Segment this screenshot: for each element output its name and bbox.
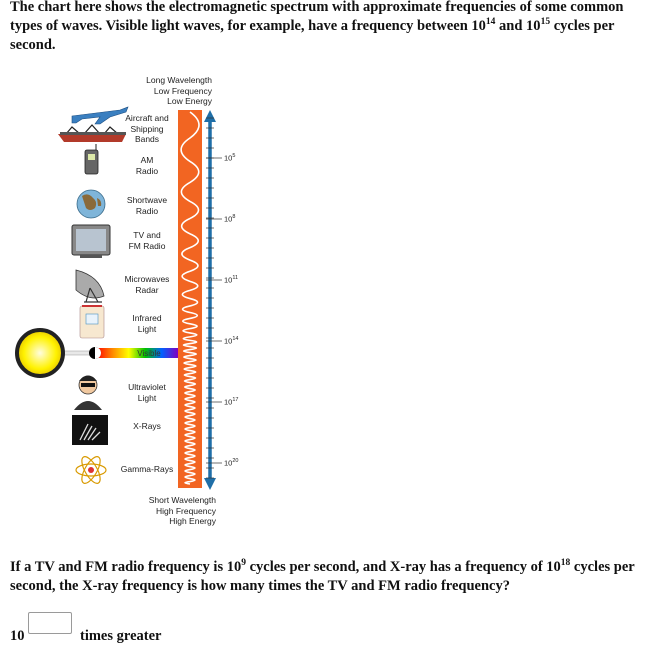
answer-base: 10 xyxy=(10,628,25,644)
band-label-line: AM xyxy=(140,155,154,165)
arrow-head-up xyxy=(204,110,216,122)
band-label-shortwave xyxy=(118,195,176,216)
band-label-line: X-Rays xyxy=(133,421,161,431)
tick-base: 10 xyxy=(224,214,233,224)
tick-label xyxy=(224,275,238,285)
band-label-line: Bands xyxy=(134,134,160,144)
bottom-label-line: High Frequency xyxy=(155,505,216,516)
tick-exponent: 20 xyxy=(232,458,239,464)
band-label-tv-fm xyxy=(118,230,176,251)
band-label-line: Infrared xyxy=(132,313,162,323)
top-label-line: Low Frequency xyxy=(153,85,212,96)
globe-icon xyxy=(77,190,105,218)
intro-part-1: The chart here shows the electromagnetic spectrum with approximate frequencies of some common types of waves. Visible light waves, for example, have a frequency between 10 xyxy=(10,0,624,34)
tick-label xyxy=(224,214,235,224)
band-label-line: Shortwave xyxy=(126,195,168,205)
band-label-line: Radio xyxy=(135,165,159,176)
tick-base: 10 xyxy=(224,458,233,468)
tv-icon xyxy=(72,225,110,258)
band-label-aircraft xyxy=(118,113,176,145)
question-exponent-1: 9 xyxy=(241,558,246,569)
tick-label xyxy=(224,153,235,163)
tick-base: 10 xyxy=(224,275,233,285)
intro-exponent-1: 14 xyxy=(485,17,496,28)
tick-exponent: 11 xyxy=(232,275,239,281)
tick-base: 10 xyxy=(224,336,233,346)
intro-part-2: and 10 xyxy=(495,18,541,34)
tick-exponent: 5 xyxy=(232,153,236,159)
intro-exponent-2: 15 xyxy=(540,17,551,28)
bottom-label-line: High Energy xyxy=(169,516,216,526)
tick-exponent: 17 xyxy=(232,397,239,403)
band-label-line: Ultraviolet xyxy=(128,382,166,392)
tick-label xyxy=(224,458,238,468)
bottom-label xyxy=(120,495,216,527)
top-label-line: Long Wavelength xyxy=(146,75,212,85)
band-label-line: Shipping xyxy=(130,123,164,134)
question-exponent-2: 18 xyxy=(560,558,571,569)
band-label-line: Aircraft and xyxy=(125,113,169,123)
band-label-infrared xyxy=(118,313,176,334)
radio-icon xyxy=(85,144,98,174)
arrow-head-down xyxy=(204,478,216,490)
band-label-ultraviolet xyxy=(118,382,176,403)
band-label-line: Light xyxy=(137,323,157,334)
sunglasses-person-icon xyxy=(74,376,102,411)
band-label-gamma xyxy=(118,464,176,475)
question-text xyxy=(10,558,655,596)
em-spectrum-diagram xyxy=(0,70,300,540)
tick-label xyxy=(224,336,238,346)
intro-part-3: cycles per second. xyxy=(10,18,615,53)
band-label-line: FM Radio xyxy=(128,240,166,251)
tick-exponent: 8 xyxy=(232,214,236,220)
band-label-line: Light xyxy=(137,392,157,403)
prism-icon xyxy=(89,347,101,359)
top-label-line: Low Energy xyxy=(167,96,212,106)
question-part-1: If a TV and FM radio frequency is 10 xyxy=(10,559,242,575)
band-label-line: Radio xyxy=(135,205,159,216)
band-label-visible xyxy=(124,349,174,360)
satellite-dish-icon xyxy=(76,270,104,302)
heat-lamp-icon xyxy=(80,306,104,338)
atom-icon xyxy=(76,454,106,486)
tick-base: 10 xyxy=(224,397,233,407)
bottom-label-line: Short Wavelength xyxy=(148,495,216,505)
tick-exponent: 14 xyxy=(232,336,239,342)
band-label-line: Visible xyxy=(137,349,161,358)
tick-label xyxy=(224,397,238,407)
question-part-2: cycles per second, and X-ray has a frequency of 10 xyxy=(245,559,561,575)
band-label-xrays xyxy=(118,421,176,432)
xray-hand-icon xyxy=(72,415,108,445)
band-label-am-radio xyxy=(118,155,176,176)
ship-icon xyxy=(58,125,126,142)
band-label-microwaves xyxy=(118,274,176,295)
band-label-line: Radar xyxy=(135,284,159,295)
band-label-line: Microwaves xyxy=(124,274,170,284)
tick-base: 10 xyxy=(224,153,233,163)
intro-text xyxy=(10,0,650,55)
top-label xyxy=(120,75,212,107)
band-label-line: Gamma-Rays xyxy=(120,464,174,474)
exponent-input[interactable] xyxy=(28,612,72,634)
question-part-3: cycles per second, the X-ray frequency is how many times the TV and FM radio frequency? xyxy=(10,559,635,594)
band-label-line: TV and xyxy=(133,230,161,240)
sun-icon xyxy=(17,330,63,376)
answer-suffix: times greater xyxy=(80,628,162,644)
